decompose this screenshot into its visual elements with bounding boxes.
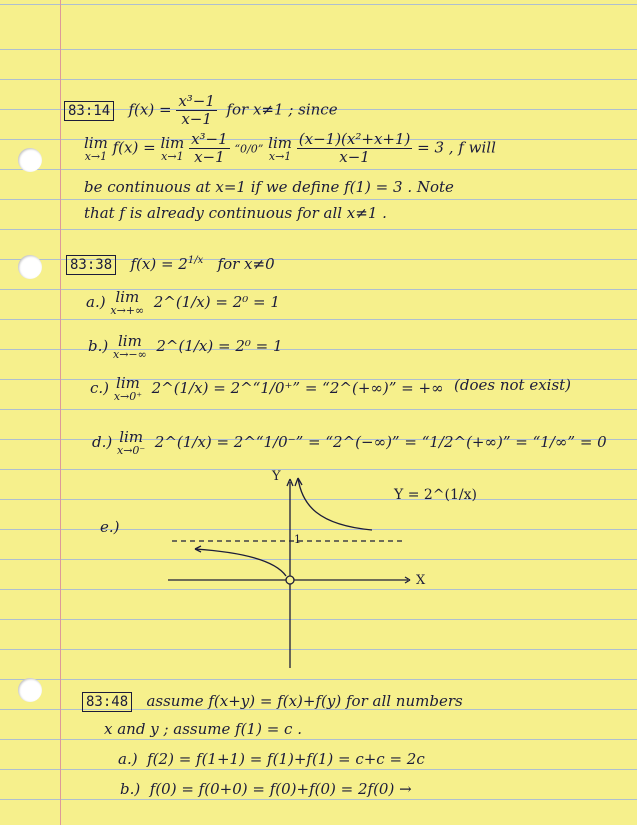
condition-text: for x≠1 ; since [226, 100, 338, 119]
fraction: $\frac{\text{x³−1}}{x-1}$ [178, 92, 215, 128]
text-line: be continuous at x=1 if we define f(1) = 3 . Note [84, 178, 454, 196]
part-b: b.) f(0) = f(0+0) = f(0)+f(0) = 2f(0) → [120, 780, 412, 798]
problem-label: 83:48 [82, 692, 132, 712]
problem-83-38-header: 83:38 $f(x) = 2^{1/x}$ for x≠0 [66, 256, 275, 272]
part-a: a.) f(2) = f(1+1) = f(1)+f(1) = c+c = 2c [118, 750, 425, 768]
curve-label: Y = 2^(1/x) [394, 487, 477, 503]
problem-label: 83:38 [66, 255, 116, 275]
part-d: d.) lim x→0⁻ 2^(1/x) = 2^“1/0⁻” = “2^(−∞)” = “1/2^(+∞)” = “1/∞” = 0 [92, 428, 607, 457]
problem-label: 83:14 [64, 101, 114, 121]
part-c-note: (does not exist) [454, 376, 572, 394]
limit-line: lim x→1 f(x) = lim x→1 $\frac{\text{x³−1}}{x-1}$ “0/0” lim x→1 $\frac{\text{(x−1)(x²+x+1)}}{x-1}$ = 3 , f will [84, 130, 496, 166]
part-c: c.) lim x→0⁺ 2^(1/x) = 2^“1/0⁺” = “2^(+∞)” = +∞ [90, 374, 444, 403]
part-b: b.) lim x→−∞ 2^(1/x) = 2⁰ = 1 [88, 332, 283, 361]
x-axis-label: X [416, 573, 426, 588]
open-point-origin [286, 576, 294, 584]
text-line: x and y ; assume f(1) = c . [104, 720, 302, 738]
asymptote-label: 1 [294, 533, 301, 546]
part-e: e.) [100, 518, 120, 536]
left-branch-curve [195, 549, 286, 576]
problem-83-48-header: 83:48 assume f(x+y) = f(x)+f(y) for all numbers [82, 694, 463, 709]
function-def: f(x) = [128, 100, 172, 119]
text-line: that f is already continuous for all x≠1 . [84, 204, 387, 222]
part-a: a.) lim x→+∞ 2^(1/x) = 2⁰ = 1 [86, 288, 280, 317]
y-axis-label: Y [272, 469, 281, 484]
right-branch-curve [298, 478, 372, 530]
